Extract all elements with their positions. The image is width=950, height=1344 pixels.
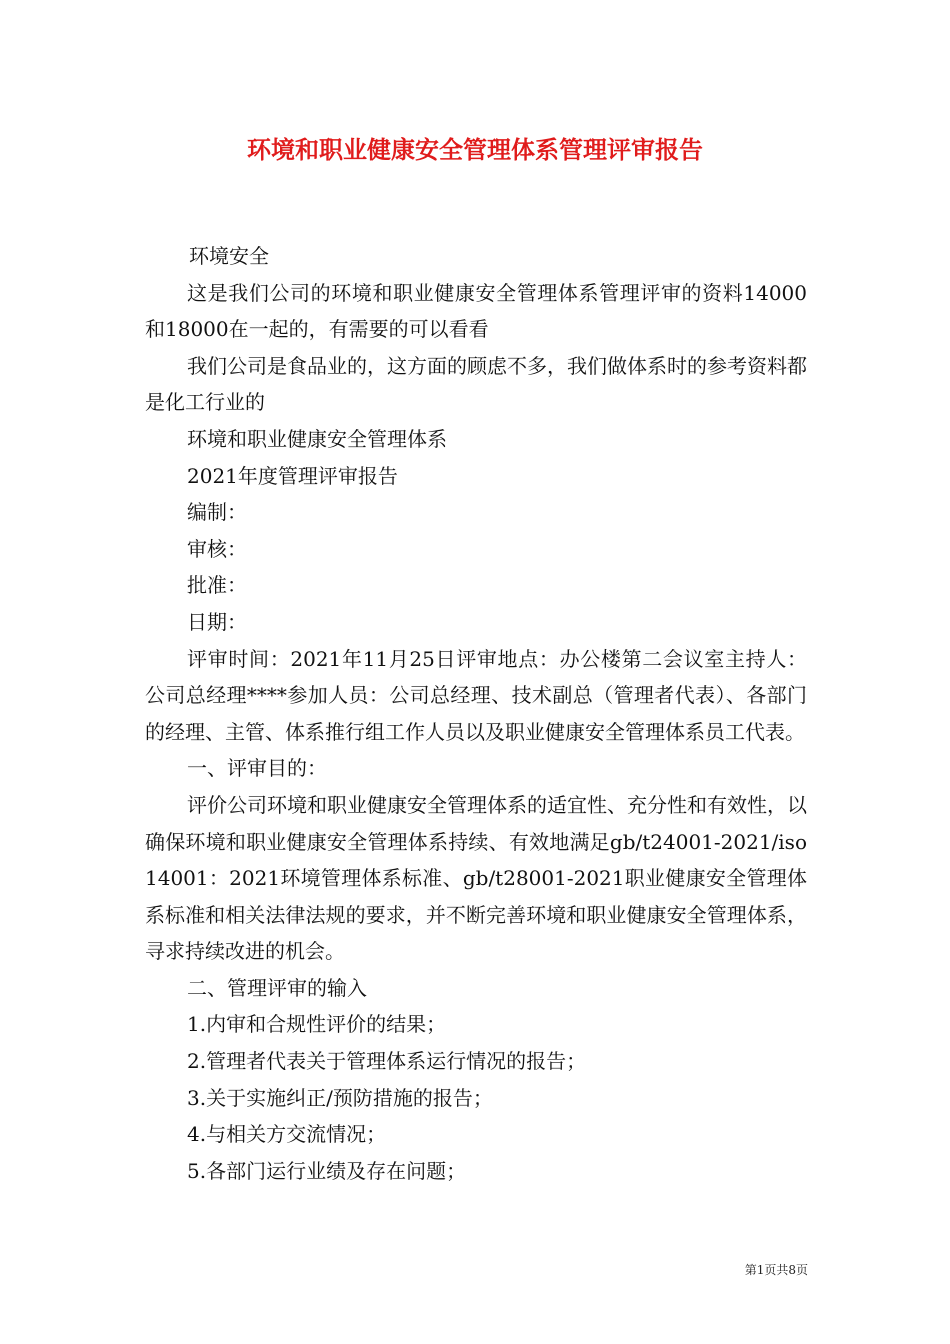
paragraph: 日期： <box>187 609 247 634</box>
document-body <box>145 238 807 1189</box>
paragraph: 编制： <box>187 500 247 525</box>
paragraph: 这是我们公司的环境和职业健康安全管理体系管理评审的资料14000和18000在一起的，有需要的可以看看 <box>145 280 807 342</box>
paragraph: 我们公司是食品业的，这方面的顾虑不多，我们做体系时的参考资料都是化工行业的 <box>145 353 807 415</box>
paragraph: 评价公司环境和职业健康安全管理体系的适宜性、充分性和有效性，以确保环境和职业健康安全管理体系持续、有效地满足gb/t24001-2021/iso14001：2021环境管理体系标准、gb/t28001-2021职业健康安全管理体系标准和相关法律法规的要求，并不断完善环境和职业健康安全管理体系，寻求持续改进的机会。 <box>145 792 807 964</box>
paragraph: 2.管理者代表关于管理体系运行情况的报告； <box>187 1049 587 1074</box>
page-footer: 第1页共8页 <box>744 1263 808 1277</box>
document-title: 环境和职业健康安全管理体系管理评审报告 <box>247 135 703 164</box>
paragraph: 批准： <box>187 573 247 598</box>
paragraph: 5.各部门运行业绩及存在问题； <box>187 1158 467 1183</box>
paragraph: 二、管理评审的输入 <box>187 975 367 1000</box>
paragraph: 4.与相关方交流情况； <box>187 1122 387 1147</box>
paragraph: 评审时间：2021年11月25日评审地点：办公楼第二会议室主持人：公司总经理****参加人员：公司总经理、技术副总（管理者代表）、各部门的经理、主管、体系推行组工作人员以及职业健康安全管理体系员工代表。 <box>145 646 807 744</box>
paragraph: 环境和职业健康安全管理体系 <box>187 426 447 451</box>
paragraph: 环境安全 <box>189 244 269 268</box>
paragraph: 2021年度管理评审报告 <box>187 463 398 488</box>
paragraph: 1.内审和合规性评价的结果； <box>187 1012 447 1037</box>
paragraph: 一、评审目的： <box>187 756 327 781</box>
paragraph: 审核： <box>187 536 247 561</box>
paragraph: 3.关于实施纠正/预防措施的报告； <box>187 1085 493 1110</box>
